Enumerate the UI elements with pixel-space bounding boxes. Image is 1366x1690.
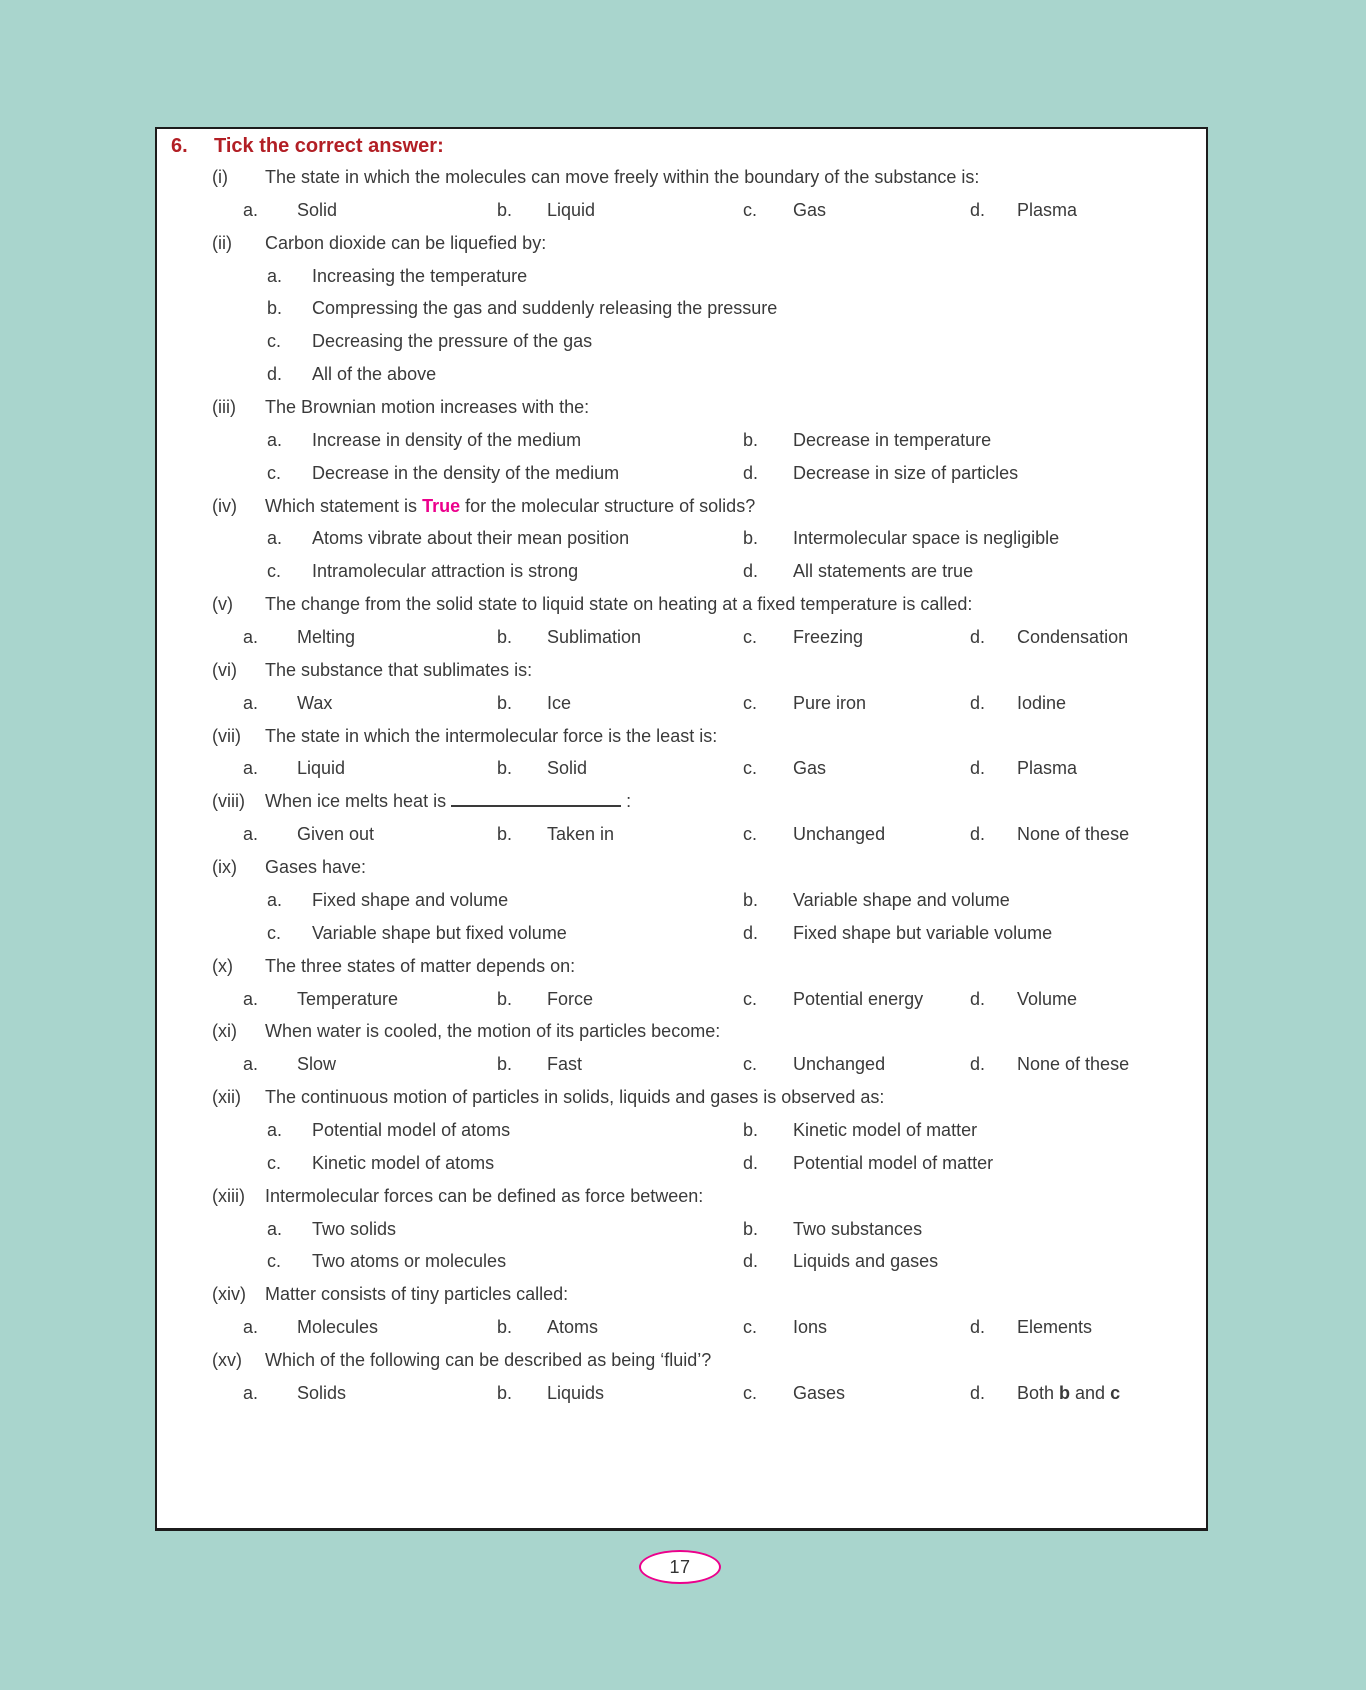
option-letter: d. (970, 1054, 986, 1075)
option-letter: b. (497, 692, 513, 713)
option-text: Force (547, 988, 594, 1009)
option-line (157, 688, 1206, 721)
option-letter: c. (267, 1251, 282, 1272)
option-text: Increasing the temperature (312, 265, 528, 286)
question-text (265, 494, 755, 518)
option-line (157, 753, 1206, 786)
option-letter: d. (743, 1152, 759, 1173)
option-letter: d. (970, 758, 986, 779)
option-letter: d. (970, 824, 986, 845)
option-text: Melting (297, 627, 356, 648)
option-text: Decrease in temperature (793, 429, 992, 450)
exercise-title: Tick the correct answer: (214, 135, 444, 157)
question-text: Intermolecular forces can be defined as force between: (265, 1185, 704, 1206)
option-text: Condensation (1017, 627, 1129, 648)
option-letter: a. (267, 1218, 283, 1239)
question-text: The state in which the molecules can move freely within the boundary of the substance is: (265, 167, 980, 187)
option-line (157, 1246, 1206, 1279)
option-text: Ice (547, 692, 572, 713)
question-line (157, 721, 1206, 754)
question-label: (xiv) (212, 1284, 246, 1305)
fill-in-blank-line (451, 794, 621, 807)
option-letter: a. (267, 265, 283, 286)
question-label: (viii) (212, 791, 245, 812)
option-line (157, 918, 1206, 951)
option-letter: b. (267, 298, 283, 319)
option-line (157, 1049, 1206, 1082)
option-text: Ions (793, 1317, 828, 1338)
option-text: Given out (297, 824, 375, 845)
option-letter: b. (497, 199, 513, 220)
option-letter: a. (267, 1119, 283, 1140)
question-text: The substance that sublimates is: (265, 659, 533, 680)
option-letter: c. (743, 758, 758, 779)
option-text: Two atoms or molecules (312, 1251, 507, 1272)
text-segment: : (621, 791, 632, 812)
option-text: Gas (793, 758, 827, 779)
option-text: Intermolecular space is negligible (793, 528, 1060, 549)
text-segment: and (1070, 1382, 1111, 1403)
question-label: (xii) (212, 1087, 241, 1108)
option-text: All statements are true (793, 561, 974, 582)
option-letter: b. (497, 988, 513, 1009)
question-line (157, 1181, 1206, 1214)
option-text: Pure iron (793, 692, 867, 713)
option-line (157, 458, 1206, 491)
option-line (157, 1214, 1206, 1247)
option-text: Unchanged (793, 1054, 886, 1075)
question-label: (vi) (212, 659, 237, 680)
option-text: Decrease in size of particles (793, 462, 1019, 483)
option-letter: b. (743, 1218, 759, 1239)
option-letter: b. (497, 627, 513, 648)
question-text: The Brownian motion increases with the: (265, 397, 590, 418)
option-text: Volume (1017, 988, 1078, 1009)
option-text: Sublimation (547, 627, 642, 648)
question-text: Carbon dioxide can be liquefied by: (265, 232, 547, 253)
option-letter: b. (743, 429, 759, 450)
question-line (157, 162, 1206, 195)
option-letter: c. (743, 824, 758, 845)
option-text: Fast (547, 1054, 583, 1075)
option-letter: a. (243, 199, 259, 220)
question-list (157, 129, 1206, 1528)
page-number-badge (639, 1550, 721, 1584)
option-line (157, 359, 1206, 392)
option-text: Two substances (793, 1218, 923, 1239)
option-text: Potential energy (793, 988, 924, 1009)
option-text: Fixed shape but variable volume (793, 922, 1053, 943)
question-text: Gases have: (265, 857, 367, 878)
text-segment: Both (1017, 1382, 1060, 1403)
question-line (157, 228, 1206, 261)
option-text: Increase in density of the medium (312, 429, 582, 450)
option-text: Taken in (547, 824, 615, 845)
question-text: The continuous motion of particles in solids, liquids and gases is observed as: (265, 1087, 885, 1108)
option-letter: d. (743, 462, 759, 483)
option-text: Potential model of atoms (312, 1119, 511, 1140)
option-letter: a. (243, 1054, 259, 1075)
option-line (157, 1378, 1206, 1411)
option-letter: c. (743, 199, 758, 220)
option-line (157, 819, 1206, 852)
option-letter: d. (970, 627, 986, 648)
option-line (157, 425, 1206, 458)
option-letter: d. (970, 692, 986, 713)
option-line (157, 1115, 1206, 1148)
question-line (157, 951, 1206, 984)
option-letter: b. (497, 758, 513, 779)
text-segment: When ice melts heat is (265, 791, 452, 812)
option-text: Iodine (1017, 692, 1067, 713)
option-letter: d. (743, 561, 759, 582)
option-line (157, 1148, 1206, 1181)
question-label: (ix) (212, 857, 237, 878)
option-letter: a. (243, 692, 259, 713)
option-letter: b. (743, 1119, 759, 1140)
option-text: Solid (297, 199, 338, 220)
option-text: Decrease in the density of the medium (312, 462, 620, 483)
option-letter: a. (267, 528, 283, 549)
page-number: 17 (669, 1556, 691, 1577)
option-text: Plasma (1017, 199, 1078, 220)
question-label: (x) (212, 955, 233, 976)
option-letter: c. (267, 462, 282, 483)
option-letter: c. (743, 1382, 758, 1403)
option-text: Intramolecular attraction is strong (312, 561, 579, 582)
worksheet-panel (155, 127, 1208, 1531)
option-letter: a. (243, 1382, 259, 1403)
option-letter: d. (970, 199, 986, 220)
option-letter: d. (970, 1317, 986, 1338)
option-text: Solid (547, 758, 588, 779)
text-segment: Which statement is (265, 495, 423, 516)
option-text: Solids (297, 1382, 347, 1403)
option-letter: a. (243, 758, 259, 779)
option-letter: c. (743, 1317, 758, 1338)
question-line (157, 655, 1206, 688)
text-segment: b (1059, 1382, 1071, 1403)
question-label: (i) (212, 167, 228, 187)
option-letter: a. (243, 1317, 259, 1338)
option-text: Kinetic model of matter (793, 1119, 978, 1140)
option-text: Potential model of matter (793, 1152, 994, 1173)
option-text: Atoms (547, 1317, 599, 1338)
option-text: None of these (1017, 824, 1130, 845)
option-text: Slow (297, 1054, 337, 1075)
option-letter: b. (743, 528, 759, 549)
question-label: (iii) (212, 397, 236, 418)
question-label: (v) (212, 594, 233, 615)
option-text: Molecules (297, 1317, 379, 1338)
question-line (157, 852, 1206, 885)
option-letter: d. (267, 364, 283, 385)
question-label: (iv) (212, 495, 237, 516)
option-letter: d. (743, 1251, 759, 1272)
option-letter: c. (743, 1054, 758, 1075)
option-text: Variable shape and volume (793, 889, 1010, 910)
option-letter: c. (743, 627, 758, 648)
option-letter: c. (267, 331, 282, 352)
option-text: Plasma (1017, 758, 1078, 779)
option-text: Unchanged (793, 824, 886, 845)
option-text: None of these (1017, 1054, 1130, 1075)
option-line (157, 622, 1206, 655)
option-line (157, 885, 1206, 918)
option-line (157, 523, 1206, 556)
option-letter: c. (267, 1152, 282, 1173)
question-line (157, 1345, 1206, 1378)
option-letter: b. (497, 1382, 513, 1403)
option-text (1017, 1381, 1120, 1405)
question-text: The state in which the intermolecular force is the least is: (265, 725, 718, 746)
option-text: All of the above (312, 364, 437, 385)
option-letter: c. (267, 561, 282, 582)
option-text: Gases (793, 1382, 846, 1403)
question-label: (xi) (212, 1021, 237, 1042)
question-text: Which of the following can be described as being ‘fluid’? (265, 1349, 712, 1370)
option-text: Temperature (297, 988, 399, 1009)
question-line (157, 1016, 1206, 1049)
option-line (157, 261, 1206, 294)
question-label: (vii) (212, 725, 241, 746)
option-letter: a. (243, 824, 259, 845)
option-text: Two solids (312, 1218, 397, 1239)
option-text: Kinetic model of atoms (312, 1152, 495, 1173)
option-letter: c. (743, 692, 758, 713)
question-text: Matter consists of tiny particles called: (265, 1284, 569, 1305)
text-segment: for the molecular structure of solids? (460, 495, 756, 516)
option-letter: c. (267, 922, 282, 943)
question-text (265, 789, 631, 813)
option-letter: b. (497, 1317, 513, 1338)
option-line (157, 556, 1206, 589)
option-letter: d. (970, 988, 986, 1009)
option-text: Liquid (297, 758, 346, 779)
option-line (157, 195, 1206, 228)
option-text: Elements (1017, 1317, 1093, 1338)
question-label: (ii) (212, 232, 232, 253)
option-line (157, 984, 1206, 1017)
option-letter: b. (743, 889, 759, 910)
exercise-number: 6. (171, 135, 188, 157)
option-letter: a. (243, 627, 259, 648)
option-letter: b. (497, 1054, 513, 1075)
option-text: Liquids (547, 1382, 605, 1403)
question-line (157, 392, 1206, 425)
question-label: (xv) (212, 1349, 242, 1370)
option-letter: b. (497, 824, 513, 845)
option-letter: a. (243, 988, 259, 1009)
option-letter: d. (970, 1382, 986, 1403)
option-text: Variable shape but fixed volume (312, 922, 567, 943)
text-segment: c (1110, 1382, 1121, 1403)
option-text: Wax (297, 692, 333, 713)
question-label: (xiii) (212, 1185, 245, 1206)
question-text: The three states of matter depends on: (265, 955, 576, 976)
question-line (157, 786, 1206, 819)
option-line (157, 1312, 1206, 1345)
option-line (157, 293, 1206, 326)
question-line (157, 1082, 1206, 1115)
option-text: Fixed shape and volume (312, 889, 509, 910)
option-line (157, 326, 1206, 359)
question-line (157, 589, 1206, 622)
option-text: Compressing the gas and suddenly releasing the pressure (312, 298, 778, 319)
option-letter: c. (743, 988, 758, 1009)
option-text: Gas (793, 199, 827, 220)
option-text: Freezing (793, 627, 864, 648)
question-text: The change from the solid state to liquid state on heating at a fixed temperature is called: (265, 594, 973, 615)
option-letter: a. (267, 429, 283, 450)
text-segment: True (422, 495, 461, 516)
option-text: Atoms vibrate about their mean position (312, 528, 630, 549)
question-line (157, 491, 1206, 524)
option-text: Liquid (547, 199, 596, 220)
option-letter: a. (267, 889, 283, 910)
option-letter: d. (743, 922, 759, 943)
question-text: When water is cooled, the motion of its particles become: (265, 1021, 721, 1042)
option-text: Decreasing the pressure of the gas (312, 331, 593, 352)
question-line (157, 1279, 1206, 1312)
option-text: Liquids and gases (793, 1251, 939, 1272)
